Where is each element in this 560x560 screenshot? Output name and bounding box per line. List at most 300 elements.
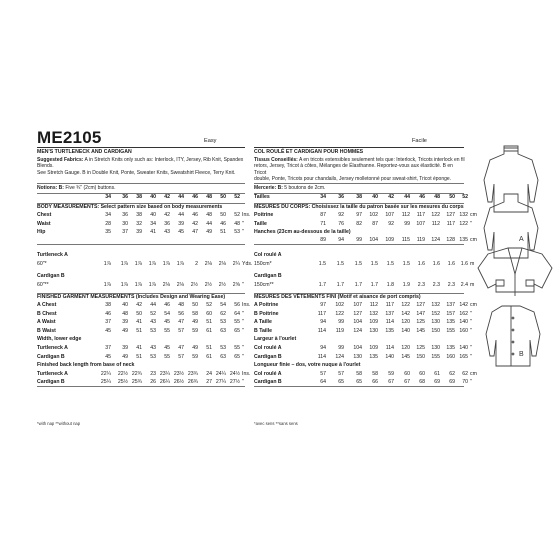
row-value: 66 (372, 379, 378, 386)
row-value: 43 (150, 319, 156, 326)
row-value: 51 (136, 327, 142, 334)
row-value: 58 (356, 370, 362, 377)
body-measurement-row (37, 221, 245, 229)
row-value: 69 (449, 379, 455, 386)
row-unit: " (470, 310, 472, 317)
row-value: 48 (206, 212, 212, 218)
row-value: 145 (401, 353, 410, 360)
yardage-a-row (254, 261, 475, 269)
row-value: 160 (459, 327, 468, 334)
row-value: 39 (136, 229, 142, 235)
row-value: 1.5 (336, 261, 344, 267)
figure-label-a: A (519, 236, 524, 243)
row-label: A Waist (37, 319, 56, 326)
width-label: Width, lower edge (37, 336, 82, 343)
row-value: 130 (431, 345, 440, 351)
notions-en: Notions: B: Five ¾" (2cm) buttons. (37, 185, 116, 191)
row-value: 25¼ (100, 379, 111, 386)
row-value: 140 (459, 345, 468, 351)
garment-illustrations (474, 138, 556, 378)
row-label: B Waist (37, 327, 56, 334)
row-value: 49 (192, 319, 198, 326)
row-value: 147 (416, 310, 425, 317)
row-value: 50 (449, 194, 455, 200)
row-value: 109 (369, 345, 378, 351)
row-value: 145 (416, 327, 425, 334)
row-value: 112 (401, 212, 410, 218)
width-row (37, 354, 245, 362)
body-measurements-header-fr: MESURES DU CORPS: Choisissez la taille du patron basée sur les mesures du corps (254, 204, 464, 210)
row-label: Chest (37, 212, 52, 218)
row-value: 38 (136, 194, 142, 200)
row-value: 24¼ (215, 370, 226, 377)
row-value: 44 (178, 194, 184, 200)
row-value: 42 (164, 212, 170, 218)
row-value: 42 (388, 194, 394, 200)
row-value: 140 (459, 319, 468, 326)
row-value: 128 (446, 237, 455, 243)
row-value: 42 (164, 194, 170, 200)
row-label: A Taille (254, 319, 272, 326)
row-value: 135 (446, 345, 455, 351)
row-value: 2½ (204, 282, 212, 288)
row-label: B Taille (254, 327, 273, 334)
row-value: 40 (150, 212, 156, 218)
row-value: 52 (206, 302, 212, 308)
row-value: 45 (164, 345, 170, 351)
row-value: 160 (446, 353, 455, 360)
row-value: 112 (369, 302, 378, 308)
row-value: 52 (150, 310, 156, 317)
row-value: 71 (320, 220, 326, 227)
row-value: 117 (446, 220, 455, 227)
row-value: 58 (372, 370, 378, 377)
title-en: MEN'S TURTLENECK AND CARDIGAN (37, 149, 132, 155)
row-value: 38 (356, 194, 362, 200)
row-value: 135 (369, 353, 378, 360)
row-value: 135 (446, 319, 455, 326)
row-value: 25¾ (131, 379, 142, 386)
length-label: Longueur finie – dos, votre nuque à l'ourlet (254, 362, 361, 369)
finished-row (37, 302, 251, 310)
row-value: 46 (419, 194, 425, 200)
row-value: 27¼ (215, 379, 226, 386)
footnote-fr: *avec sens **sans sens (254, 421, 298, 426)
row-value: 122 (335, 310, 344, 317)
row-value: 49 (122, 327, 128, 334)
row-value: 2½ (190, 282, 198, 288)
row-value: 44 (178, 212, 184, 218)
row-label: B Chest (37, 310, 57, 317)
row-value: 119 (335, 327, 344, 334)
row-value: 1.7 (336, 282, 344, 288)
row-value: 54 (220, 302, 226, 308)
row-value: 56 (234, 302, 240, 308)
row-value: 1.5 (370, 261, 378, 267)
row-value: 41 (136, 319, 142, 326)
row-value: 2⅛ (176, 282, 184, 288)
row-value: 46 (192, 194, 198, 200)
row-value: 124 (353, 327, 362, 334)
row-value: 65 (338, 379, 344, 386)
row-value: 122 (459, 220, 468, 227)
row-value: 67 (404, 379, 410, 386)
row-value: 117 (385, 302, 394, 308)
row-label: Cardigan B (254, 353, 282, 360)
row-unit: cm (470, 302, 477, 308)
row-label: 60"* (37, 261, 47, 267)
row-value: 1.5 (386, 261, 394, 267)
row-value: 150 (416, 353, 425, 360)
width-row (37, 345, 245, 353)
row-value: 59 (192, 327, 198, 334)
row-label: Hip (37, 229, 46, 235)
row-value: 39 (122, 319, 128, 326)
row-value: 26¼ (159, 379, 170, 386)
row-unit: " (470, 319, 472, 326)
finished-header-en: FINISHED GARMENT MEASUREMENTS (Includes Design and Wearing Ease) (37, 294, 226, 300)
row-unit: Ins. (242, 370, 251, 377)
row-value: 1.6 (447, 261, 455, 267)
row-value: 137 (446, 302, 455, 308)
row-value: 104 (369, 237, 378, 243)
row-unit: cm (470, 370, 477, 377)
finished-row (254, 302, 477, 310)
row-value: 55 (164, 327, 170, 334)
row-value: 127 (353, 310, 362, 317)
row-value: 47 (192, 229, 198, 235)
row-value: 32 (136, 220, 142, 227)
row-value: 48 (178, 302, 184, 308)
row-value: 62 (449, 370, 455, 377)
row-value: 122 (431, 212, 440, 218)
row-value: 36 (122, 212, 128, 218)
row-value: 99 (404, 220, 410, 227)
body-measurement-row (37, 212, 251, 220)
row-value: 43 (164, 229, 170, 235)
finished-row (37, 319, 245, 327)
row-value: 1.7 (354, 282, 362, 288)
row-value: 37 (105, 319, 111, 326)
row-value: 41 (150, 229, 156, 235)
row-value: 50 (220, 194, 226, 200)
row-value: 135 (459, 237, 468, 243)
width-label: Largeur à l'ourlet (254, 336, 297, 343)
cardigan-front-illustration (486, 306, 540, 366)
row-value: 140 (401, 327, 410, 334)
row-value: 97 (320, 302, 326, 308)
row-value: 1⅞ (120, 261, 128, 267)
row-value: 157 (446, 310, 455, 317)
row-value: 99 (356, 237, 362, 243)
fabrics-fr: Tissus Conseillés: A en tricots extensibles seulement tels que: Interlock, Tricots interlock en fil retors, Jersey, Tricot à côtes, Mélanges de Élasthanne. Reportez-vous aux élasticité. B en Tricot double, Ponte, Tricots pour chandails, Jersey molletonné pour sweat-shirt, Tricot éponge. (254, 157, 465, 183)
row-label: Cardigan B (37, 353, 65, 360)
yardage-a-label: Col roulé A (254, 252, 282, 258)
row-value: 1.5 (318, 261, 326, 267)
body-measurement-row (254, 212, 477, 220)
row-value: 82 (356, 220, 362, 227)
body-measurement-row (37, 229, 245, 237)
hip-label: Hanches (23cm au-dessous de la taille) (254, 229, 351, 235)
row-value: 57 (338, 370, 344, 377)
row-value: 2.3 (417, 282, 425, 288)
turtleneck-front-illustration (484, 146, 538, 212)
row-value: 155 (446, 327, 455, 334)
row-value: 132 (369, 310, 378, 317)
row-value: 87 (372, 220, 378, 227)
difficulty-en: Easy (204, 138, 217, 144)
row-value: 22¾ (131, 370, 142, 377)
row-label: B Poitrine (254, 310, 279, 317)
row-value: 56 (178, 310, 184, 317)
row-value: 1⅞ (134, 261, 142, 267)
row-value: 46 (192, 212, 198, 218)
row-label: A Poitrine (254, 302, 279, 308)
row-value: 51 (136, 353, 142, 360)
row-value: 1.6 (432, 261, 440, 267)
row-value: 24 (206, 370, 212, 377)
row-value: 41 (136, 345, 142, 351)
row-value: 52 (234, 212, 240, 218)
row-unit: Yds. (242, 261, 253, 267)
row-value: 36 (122, 194, 128, 200)
row-value: 130 (431, 319, 440, 326)
row-value: 2 (195, 261, 198, 267)
row-value: 127 (446, 212, 455, 218)
row-value: 135 (385, 327, 394, 334)
row-value: 26 (150, 379, 156, 386)
footnote-en: *with nap **without nap (37, 421, 81, 426)
row-value: 130 (353, 353, 362, 360)
row-value: 76 (338, 220, 344, 227)
row-value: 48 (434, 194, 440, 200)
row-value: 52 (234, 194, 240, 200)
row-value: 51 (206, 345, 212, 351)
row-value: 2.4 (460, 282, 468, 288)
row-label: Cardigan B (254, 379, 282, 386)
row-value: 70 (462, 379, 468, 386)
row-unit: " (242, 310, 244, 317)
row-value: 22½ (117, 370, 128, 377)
row-value: 34 (105, 212, 111, 218)
row-label: Cardigan B (37, 379, 65, 386)
row-value: 57 (178, 327, 184, 334)
row-value: 97 (356, 212, 362, 218)
width-row (254, 345, 472, 353)
row-value: 1.6 (417, 261, 425, 267)
row-label: Waist (37, 220, 51, 227)
row-value: 49 (192, 345, 198, 351)
row-value: 47 (178, 319, 184, 326)
row-value: 1.9 (402, 282, 410, 288)
row-value: 26½ (173, 379, 184, 386)
row-value: 23¾ (187, 370, 198, 377)
row-value: 1.6 (460, 261, 468, 267)
row-value: 62 (220, 310, 226, 317)
row-value: 132 (459, 212, 468, 218)
row-unit: " (242, 229, 244, 235)
row-value: 34 (320, 194, 326, 200)
row-value: 2.3 (447, 282, 455, 288)
row-value: 2⅝ (232, 282, 240, 288)
notions-fr: Mercerie: B: 5 boutons de 2cm. (254, 185, 326, 191)
row-unit: Ins. (242, 302, 251, 308)
row-label: 60"** (37, 282, 49, 288)
body-measurement-row (254, 220, 472, 229)
size-header-fr (254, 194, 468, 202)
row-unit: m (470, 261, 475, 267)
row-value: 44 (150, 302, 156, 308)
yardage-a-row (37, 261, 253, 269)
row-value: 52 (462, 194, 468, 200)
row-value: 50 (192, 302, 198, 308)
row-value: 125 (416, 345, 425, 351)
row-value: 45 (178, 229, 184, 235)
row-unit: " (470, 327, 472, 334)
row-value: 124 (335, 353, 344, 360)
yardage-b-label: Cardigan B (37, 273, 65, 279)
row-value: 46 (105, 310, 111, 317)
row-value: 1⅞ (176, 261, 184, 267)
row-value: 165 (459, 353, 468, 360)
row-value: 61 (206, 327, 212, 334)
yardage-a-label: Turtleneck A (37, 252, 68, 258)
row-value: 1⅞ (120, 282, 128, 288)
row-unit: m (470, 282, 475, 288)
row-label: Poitrine (254, 212, 274, 218)
row-value: 48 (206, 194, 212, 200)
row-value: 22¼ (100, 370, 111, 377)
row-value: 162 (459, 310, 468, 317)
row-value: 1.7 (318, 282, 326, 288)
length-row (254, 379, 472, 387)
row-value: 44 (206, 220, 212, 227)
row-label: Turtleneck A (37, 345, 68, 351)
row-value: 60 (206, 310, 212, 317)
row-value: 61 (434, 370, 440, 377)
finished-row (37, 311, 245, 319)
row-value: 54 (164, 310, 170, 317)
row-value: 127 (416, 302, 425, 308)
size-header-en (37, 194, 245, 202)
row-value: 49 (122, 353, 128, 360)
row-value: 48 (234, 220, 240, 227)
row-value: 55 (234, 319, 240, 326)
row-value: 23¼ (159, 370, 170, 377)
row-value: 104 (353, 345, 362, 351)
row-value: 114 (385, 345, 394, 351)
row-value: 37 (122, 229, 128, 235)
row-unit: " (242, 220, 244, 227)
row-value: 132 (431, 302, 440, 308)
row-value: 152 (431, 310, 440, 317)
row-value: 26¾ (187, 379, 198, 386)
row-value: 92 (388, 220, 394, 227)
length-row (254, 370, 477, 379)
row-value: 1.5 (402, 261, 410, 267)
hip-row (254, 237, 477, 245)
row-value: 2½ (218, 282, 226, 288)
row-value: 64 (320, 379, 326, 386)
row-value: 45 (105, 353, 111, 360)
row-unit: " (242, 282, 244, 288)
row-value: 117 (416, 212, 425, 218)
row-value: 1.7 (370, 282, 378, 288)
row-value: 107 (353, 302, 362, 308)
row-label: Col roulé A (254, 370, 282, 377)
row-value: 25½ (117, 379, 128, 386)
row-value: 44 (404, 194, 410, 200)
row-value: 39 (122, 345, 128, 351)
row-value: 40 (122, 302, 128, 308)
row-value: 47 (178, 345, 184, 351)
row-value: 53 (150, 327, 156, 334)
row-value: 114 (317, 327, 326, 334)
row-value: 51 (220, 229, 226, 235)
row-value: 61 (206, 353, 212, 360)
row-value: 34 (150, 220, 156, 227)
row-value: 94 (320, 319, 326, 326)
row-value: 107 (385, 212, 394, 218)
row-value: 69 (434, 379, 440, 386)
row-value: 23½ (173, 370, 184, 377)
row-unit: " (242, 345, 244, 351)
row-value: 125 (416, 319, 425, 326)
row-value: 57 (320, 370, 326, 377)
row-value: 59 (192, 353, 198, 360)
row-value: 142 (459, 302, 468, 308)
row-value: 114 (317, 353, 326, 360)
row-value: 2¼ (232, 261, 240, 267)
row-value: 59 (388, 370, 394, 377)
row-value: 45 (105, 327, 111, 334)
row-unit: Ins. (242, 212, 251, 218)
row-value: 65 (356, 379, 362, 386)
finished-header-fr: MESURES DES VÊTEMENTS FINI (Motif et aisance de port compris) (254, 294, 421, 300)
row-label: 150cm* (254, 261, 272, 267)
row-value: 1⅞ (162, 261, 170, 267)
row-value: 102 (369, 212, 378, 218)
row-value: 53 (220, 319, 226, 326)
length-row (37, 379, 245, 387)
row-value: 124 (431, 237, 440, 243)
row-label: 150cm** (254, 282, 274, 288)
row-value: 99 (338, 345, 344, 351)
row-unit: " (470, 220, 472, 227)
row-unit: cm (470, 212, 477, 218)
row-value: 27½ (229, 379, 240, 386)
row-value: 53 (150, 353, 156, 360)
row-value: 38 (136, 212, 142, 218)
row-value: 94 (320, 345, 326, 351)
row-label: Col roulé A (254, 345, 282, 351)
row-value: 1.8 (386, 282, 394, 288)
row-value: 60 (404, 370, 410, 377)
row-value: 63 (220, 353, 226, 360)
figure-label-b: B (519, 351, 524, 358)
row-value: 107 (416, 220, 425, 227)
row-value: 2⅛ (204, 261, 212, 267)
row-unit: " (470, 353, 472, 360)
row-value: 42 (192, 220, 198, 227)
row-value: 23 (150, 370, 156, 377)
row-value: 115 (401, 237, 410, 243)
row-value: 60 (419, 370, 425, 377)
row-value: 39 (178, 220, 184, 227)
length-label: Finished back length from base of neck (37, 362, 135, 369)
row-value: 46 (220, 220, 226, 227)
row-value: 40 (150, 194, 156, 200)
